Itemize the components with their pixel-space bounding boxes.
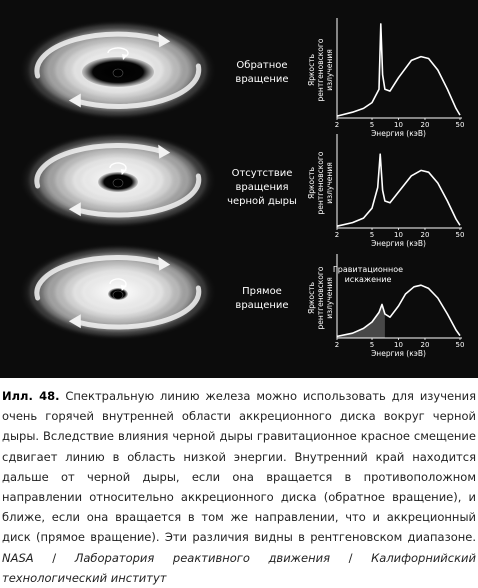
x-tick-label: 50	[455, 231, 465, 239]
panel-title-3-line-1: Прямое	[242, 286, 282, 297]
caption-credit-sep2: /	[330, 550, 372, 565]
panel-title-1-line-2: вращение	[235, 74, 289, 85]
x-tick-label: 5	[369, 121, 375, 129]
caption-credit-caltech: Калифорнийский технологический институт	[2, 550, 476, 585]
y-axis-label-line-3: излучения	[325, 277, 334, 319]
charts-group	[307, 18, 464, 358]
x-tick-label: 2	[334, 121, 340, 129]
y-axis-label-line-3: излучения	[325, 49, 334, 91]
accretion-disk-2	[20, 132, 216, 228]
x-tick-label: 50	[455, 341, 465, 349]
y-axis-label-line-2: рентгеновского	[316, 151, 325, 215]
black-hole-core	[113, 69, 123, 77]
black-hole-core	[113, 291, 123, 299]
x-tick-label: 5	[369, 341, 375, 349]
panel-title-2-line-1: Отсутствие	[231, 168, 293, 179]
caption-text: Спектральную линию железа можно использовать для изучения очень горячей внутренней области аккреционного диска вокруг черной дыры. Вследствие влияния черной дыры гравитационное красное смещение сдвигает линию в область низкой энергии. Внутренний край находится дальше от черной дыры, если она вращается в противоположном направлении относительно аккреционного диска (обратное вращение), и ближе, если она вращается в том же направлении, что и аккреционный диск (прямое вращение). Эти различия видны в рентгеновском диапазоне.	[2, 389, 477, 545]
x-tick-label: 2	[334, 231, 340, 239]
caption-credit-jpl: Лаборатория реактивного движения	[74, 550, 331, 565]
black-hole-core	[113, 179, 123, 187]
disks-group	[20, 20, 216, 340]
x-tick-label: 10	[394, 231, 403, 239]
x-tick-label: 10	[394, 341, 403, 349]
x-tick-label: 5	[369, 231, 375, 239]
y-axis-label-line-3: излучения	[325, 162, 334, 204]
accretion-disk-3	[20, 244, 216, 340]
caption-credit-sep1: /	[33, 550, 75, 565]
panel-labels-group	[227, 60, 297, 311]
panel-title-3-line-2: вращение	[235, 300, 289, 311]
accretion-disk-1	[20, 20, 216, 120]
chart-axes	[337, 18, 462, 118]
x-axis-label: Энергия (кэВ)	[371, 349, 426, 358]
panel-title-2-line-2: вращения	[235, 182, 289, 193]
x-tick-label: 2	[334, 341, 340, 349]
panel-title-2-line-3: черной дыры	[227, 196, 297, 207]
spectrum-line	[337, 285, 460, 336]
annotation-gravitational-distortion-line-1: Гравитационное	[332, 265, 404, 274]
spectrum-chart-3	[307, 254, 464, 358]
y-axis-label-line-1: Яркость	[307, 166, 316, 200]
annotation-gravitational-distortion-line-2: искажение	[344, 275, 392, 284]
spectrum-chart-2	[307, 134, 464, 248]
spectrum-line	[337, 154, 460, 226]
caption-label: Илл. 48.	[2, 389, 60, 403]
gravitational-distortion-region	[337, 304, 385, 338]
x-tick-label: 20	[420, 341, 430, 349]
panel-title-1-line-1: Обратное	[236, 60, 288, 71]
x-axis-label: Энергия (кэВ)	[371, 239, 426, 248]
y-axis-label-line-1: Яркость	[307, 53, 316, 87]
spectrum-chart-1	[307, 18, 464, 138]
x-tick-label: 10	[394, 121, 403, 129]
x-tick-label: 20	[420, 231, 430, 239]
figure-caption	[2, 386, 476, 588]
y-axis-label-line-1: Яркость	[307, 281, 316, 315]
spectrum-line	[337, 24, 460, 116]
caption-credit-nasa: NASA	[2, 550, 34, 565]
y-axis-label-line-2: рентгеновского	[316, 38, 325, 102]
y-axis-label-line-2: рентгеновского	[316, 266, 325, 330]
chart-axes	[337, 134, 462, 228]
x-tick-label: 20	[420, 121, 430, 129]
x-axis-label: Энергия (кэВ)	[371, 129, 426, 138]
x-tick-label: 50	[455, 121, 465, 129]
